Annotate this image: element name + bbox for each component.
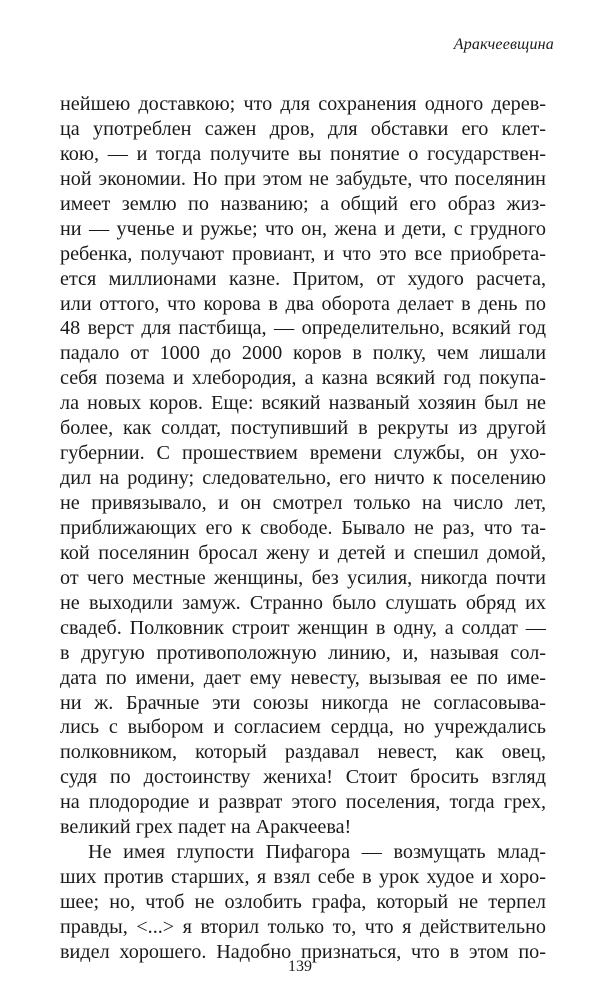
text-line: лись с выбором и согласием сердца, но учреждались (60, 716, 546, 739)
text-line: от чего местные женщины, без усилия, никогда почти (60, 566, 546, 589)
text-line: не выходили замуж. Странно было слушать обряд их (60, 591, 546, 614)
text-line: кой поселянин бросал жену и детей и спешил домой, (60, 541, 546, 564)
paragraph-2 (60, 840, 546, 965)
text-line: на плодородие и разврат этого поселения, тогда грех, (60, 791, 546, 814)
running-header: Аракчеевщина (453, 36, 554, 53)
text-line: великий грех падет на Аракчеева! (60, 816, 352, 839)
text-line: свадеб. Полковник строит женщин в одну, а солдат — (60, 616, 546, 639)
text-line: Не имея глупости Пифагора — возмущать млад- (88, 841, 546, 864)
text-line: не привязывало, и он смотрел только на число лет, (60, 492, 546, 514)
text-line: видел хорошего. Надобно признаться, что в этом по- (60, 940, 546, 963)
text-line: в другую противоположную линию, и, называя сол- (60, 641, 546, 664)
text-line: дил на родину; следовательно, его ничто к поселению (60, 467, 546, 490)
text-line: приближающих его к свободе. Бывало не раз, что та- (60, 516, 546, 539)
text-line: полковником, который раздавал невест, как овец, (60, 741, 546, 764)
text-line: нейшею доставкою; что для сохранения одного дерев- (60, 93, 546, 115)
text-line: себя позема и хлебородия, а казна всякий год покупа- (60, 367, 546, 390)
text-line: ной экономии. Но при этом не забудьте, что поселянин (60, 167, 546, 190)
paragraph-1 (60, 92, 546, 840)
text-line: ца употреблен сажен дров, для обставки его клет- (60, 117, 546, 140)
text-line: правды, <...> я вторил только то, что я действительно (60, 915, 546, 938)
text-line: или оттого, что корова в два оборота делает в день по (60, 292, 546, 315)
text-line: имеет землю по названию; а общий его образ жиз- (60, 192, 546, 215)
text-line: ни ж. Брачные эти союзы никогда не согласовыва- (60, 691, 546, 714)
text-line: ни — ученье и ружье; что он, жена и дети, с грудного (60, 217, 546, 240)
text-line: судя по достоинству жениха! Стоит бросить взгляд (60, 766, 546, 789)
body-text (60, 92, 546, 965)
text-line: шее; но, чтоб не озлобить графа, который не терпел (60, 891, 546, 913)
text-line: кою, — и тогда получите вы понятие о государствен- (60, 142, 546, 165)
text-line: ла новых коров. Еще: всякий названый хозяин был не (60, 392, 546, 415)
text-line: ребенка, получают провиант, и что это все приобрета- (60, 242, 546, 265)
text-line: губернии. С прошествием времени службы, он ухо- (60, 442, 546, 465)
page-number: 139 (288, 958, 312, 975)
text-line: более, как солдат, поступивший в рекруты из другой (60, 417, 546, 440)
text-line: 48 верст для пастбища, — определительно, всякий год (60, 317, 546, 340)
text-line: ших против старших, я взял себе в урок худое и хоро- (60, 866, 546, 889)
text-line: дата по имени, дает ему невесту, вызывая ее по име- (60, 666, 546, 689)
text-line: ется миллионами казне. Притом, от худого расчета, (60, 267, 546, 290)
text-line: падало от 1000 до 2000 коров в полку, чем лишали (60, 342, 546, 365)
